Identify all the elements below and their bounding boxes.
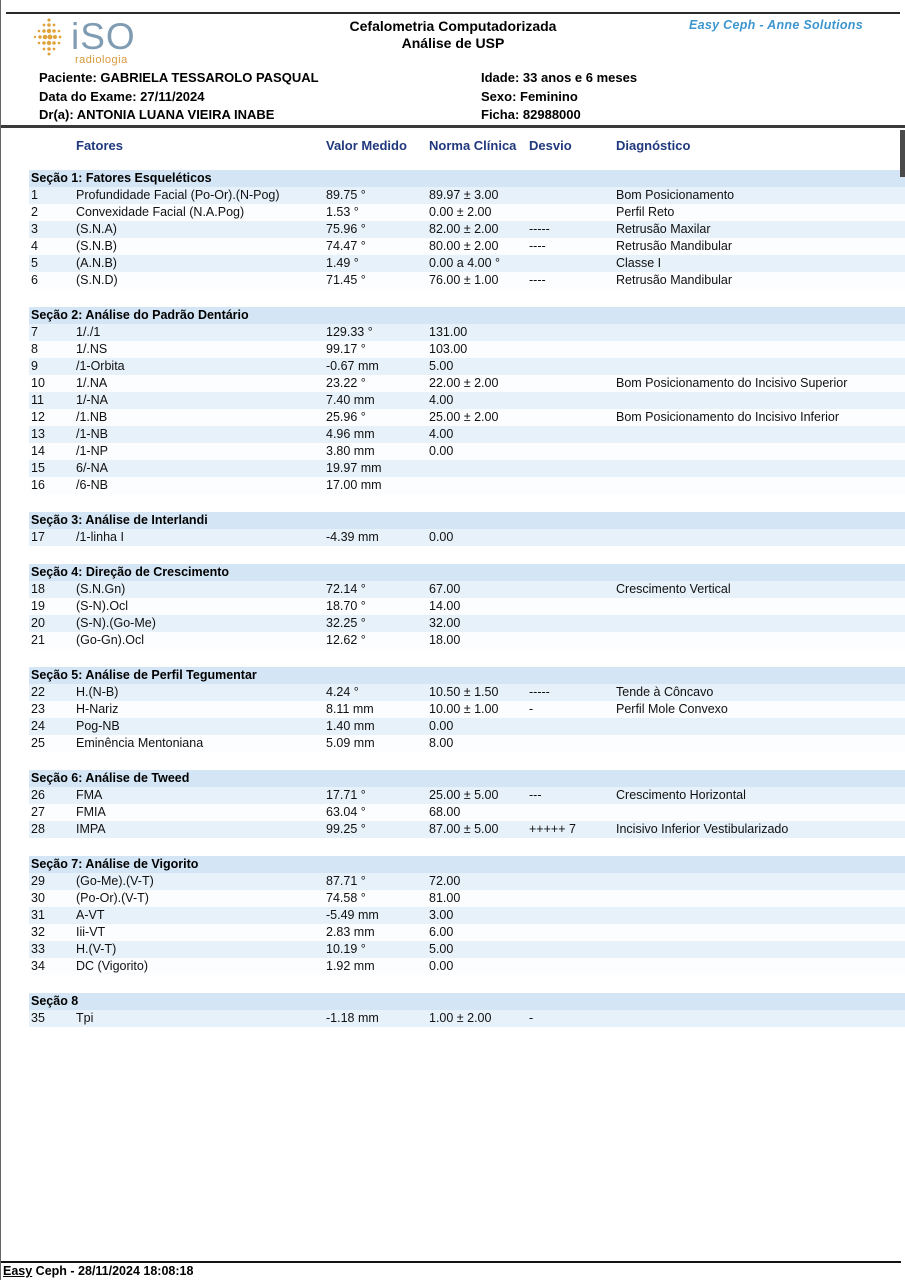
cell-norma: 22.00 ± 2.00	[429, 376, 499, 390]
cell-fator: 6/-NA	[76, 461, 108, 475]
cell-valor: 23.22 °	[326, 376, 366, 390]
cell-fator: /1.NB	[76, 410, 108, 424]
cell-norma	[429, 477, 529, 494]
cell-valor: 7.40 mm	[326, 393, 375, 407]
cell-fator: Pog-NB	[76, 719, 120, 733]
cell-valor: 2.83 mm	[326, 925, 375, 939]
table-row	[29, 821, 905, 838]
cell-num: 5	[31, 256, 38, 270]
table-row	[29, 443, 905, 460]
cell-norma: 131.00	[429, 325, 468, 339]
cell-diag	[616, 477, 905, 494]
cell-num: 31	[31, 908, 45, 922]
cell-diag: Crescimento Vertical	[616, 582, 731, 596]
cell-num: 25	[31, 736, 45, 750]
table-row	[29, 804, 905, 821]
scrollbar-thumb[interactable]	[900, 130, 905, 177]
cell-norma	[429, 460, 529, 477]
top-rule	[6, 12, 900, 14]
table-row	[29, 409, 905, 426]
cell-diag	[616, 1010, 905, 1027]
section-header: Seção 5: Análise de Perfil Tegumentar	[29, 667, 905, 684]
cell-norma: 0.00	[429, 719, 454, 733]
cell-valor: 18.70 °	[326, 599, 366, 613]
cell-diag: Incisivo Inferior Vestibularizado	[616, 822, 789, 836]
cell-desvio	[529, 958, 616, 975]
cell-num: 32	[31, 925, 45, 939]
cell-norma: 103.00	[429, 342, 468, 356]
cell-desvio	[529, 581, 616, 598]
cell-desvio: -----	[529, 222, 550, 236]
table-row	[29, 204, 905, 221]
cell-fator: H-Nariz	[76, 702, 119, 716]
table-row	[29, 255, 905, 272]
cell-norma: 25.00 ± 5.00	[429, 788, 499, 802]
cell-diag: Retrusão Mandibular	[616, 239, 733, 253]
col-desvio: Desvio	[529, 138, 572, 153]
table-row	[29, 873, 905, 890]
footer-timestamp: Ceph - 28/11/2024 18:08:18	[32, 1264, 194, 1278]
cell-norma: 72.00	[429, 874, 461, 888]
cell-fator: H.(N-B)	[76, 685, 119, 699]
cell-norma: 25.00 ± 2.00	[429, 410, 499, 424]
table-row	[29, 735, 905, 752]
logo-text: iSO	[71, 16, 136, 57]
table-row	[29, 941, 905, 958]
cell-desvio	[529, 426, 616, 443]
cell-valor: 17.71 °	[326, 788, 366, 802]
cell-valor: 5.09 mm	[326, 736, 375, 750]
cell-num: 14	[31, 444, 45, 458]
cell-desvio	[529, 890, 616, 907]
cell-fator: (S.N.Gn)	[76, 582, 126, 596]
cell-num: 4	[31, 239, 38, 253]
cell-valor: 72.14 °	[326, 582, 366, 596]
cell-fator: /1-Orbita	[76, 359, 125, 373]
cell-num: 27	[31, 805, 45, 819]
cell-norma: 0.00	[429, 959, 454, 973]
cell-norma: 8.00	[429, 736, 454, 750]
cell-norma: 68.00	[429, 805, 461, 819]
cell-fator: Profundidade Facial (Po-Or).(N-Pog)	[76, 188, 280, 202]
header-divider	[1, 125, 905, 128]
cell-diag	[616, 529, 905, 546]
cell-diag	[616, 924, 905, 941]
cell-diag	[616, 890, 905, 907]
cell-valor: 1.53 °	[326, 205, 359, 219]
patient-info-right	[481, 69, 637, 125]
table-row	[29, 1010, 905, 1027]
brand-text: Easy Ceph - Anne Solutions	[688, 18, 863, 32]
cell-valor: 99.25 °	[326, 822, 366, 836]
patient-sex: Sexo: Feminino	[481, 88, 578, 104]
footer-brand-word: Easy	[3, 1264, 33, 1278]
cell-norma: 0.00	[429, 530, 454, 544]
cell-norma: 1.00 ± 2.00	[429, 1011, 492, 1025]
cell-diag	[616, 443, 905, 460]
cell-diag: Bom Posicionamento	[616, 188, 735, 202]
table-row	[29, 529, 905, 546]
cell-diag: Tende à Côncavo	[616, 685, 714, 699]
cell-valor: 4.24 °	[326, 685, 359, 699]
cell-valor: 4.96 mm	[326, 427, 375, 441]
cell-num: 23	[31, 702, 45, 716]
table-row	[29, 787, 905, 804]
cell-num: 1	[31, 188, 38, 202]
table-row	[29, 615, 905, 632]
cell-diag	[616, 460, 905, 477]
section-header: Seção 1: Fatores Esqueléticos	[29, 170, 905, 187]
cell-valor: -5.49 mm	[326, 908, 379, 922]
cell-valor: 8.11 mm	[326, 702, 374, 716]
cell-valor: 10.19 °	[326, 942, 366, 956]
cell-desvio	[529, 460, 616, 477]
table-row	[29, 701, 905, 718]
cell-fator: (A.N.B)	[76, 256, 117, 270]
cell-norma: 0.00 ± 2.00	[429, 205, 492, 219]
table-row	[29, 632, 905, 649]
cell-norma: 6.00	[429, 925, 454, 939]
cell-fator: 1/.NS	[76, 342, 108, 356]
cell-desvio	[529, 735, 616, 752]
patient-name: Paciente: GABRIELA TESSAROLO PASQUAL	[39, 70, 319, 85]
cell-valor: -1.18 mm	[326, 1011, 379, 1025]
cell-desvio: ----	[529, 239, 546, 253]
cell-desvio: -----	[529, 685, 550, 699]
cell-desvio	[529, 375, 616, 392]
cell-fator: /6-NB	[76, 478, 108, 492]
cell-num: 26	[31, 788, 45, 802]
section-header: Seção 3: Análise de Interlandi	[29, 512, 905, 529]
cell-norma: 81.00	[429, 891, 461, 905]
cell-norma: 32.00	[429, 616, 461, 630]
cell-diag	[616, 632, 905, 649]
cell-valor: 3.80 mm	[326, 444, 375, 458]
cell-diag: Classe I	[616, 256, 662, 270]
cell-norma: 87.00 ± 5.00	[429, 822, 499, 836]
cell-valor: 75.96 °	[326, 222, 366, 236]
cell-fator: (Go-Me).(V-T)	[76, 874, 154, 888]
cell-fator: H.(V-T)	[76, 942, 117, 956]
cell-desvio	[529, 358, 616, 375]
cell-fator: (S.N.B)	[76, 239, 117, 253]
table-row	[29, 375, 905, 392]
cell-desvio	[529, 392, 616, 409]
cell-fator: /1-linha I	[76, 530, 124, 544]
table-row	[29, 238, 905, 255]
cell-norma: 76.00 ± 1.00	[429, 273, 499, 287]
cell-valor: 12.62 °	[326, 633, 366, 647]
cell-valor: 19.97 mm	[326, 461, 382, 475]
section-header: Seção 7: Análise de Vigorito	[29, 856, 905, 873]
cell-valor: -0.67 mm	[326, 359, 379, 373]
cell-valor: -4.39 mm	[326, 530, 379, 544]
cell-valor: 87.71 °	[326, 874, 366, 888]
cell-valor: 17.00 mm	[326, 478, 382, 492]
cell-valor: 63.04 °	[326, 805, 366, 819]
cell-diag	[616, 958, 905, 975]
cell-diag	[616, 804, 905, 821]
cell-valor: 1.49 °	[326, 256, 359, 270]
cell-num: 3	[31, 222, 38, 236]
table-row	[29, 890, 905, 907]
section-header: Seção 6: Análise de Tweed	[29, 770, 905, 787]
cell-desvio	[529, 443, 616, 460]
table-row	[29, 324, 905, 341]
cell-fator: (S-N).(Go-Me)	[76, 616, 156, 630]
cell-num: 15	[31, 461, 45, 475]
table-row	[29, 718, 905, 735]
cell-num: 17	[31, 530, 45, 544]
cell-desvio	[529, 598, 616, 615]
cell-num: 21	[31, 633, 45, 647]
cell-desvio	[529, 529, 616, 546]
cell-num: 2	[31, 205, 38, 219]
cell-diag: Perfil Reto	[616, 205, 675, 219]
cell-desvio	[529, 341, 616, 358]
patient-info-left	[39, 69, 319, 125]
cell-diag: Perfil Mole Convexo	[616, 702, 728, 716]
cell-diag: Retrusão Maxilar	[616, 222, 711, 236]
cell-valor: 1.92 mm	[326, 959, 375, 973]
table-row	[29, 958, 905, 975]
cell-norma: 5.00	[429, 942, 454, 956]
cell-valor: 32.25 °	[326, 616, 366, 630]
cell-num: 34	[31, 959, 45, 973]
table-row	[29, 581, 905, 598]
cell-desvio	[529, 941, 616, 958]
cell-fator: (S-N).Ocl	[76, 599, 129, 613]
cell-desvio	[529, 718, 616, 735]
report-title-line2: Análise de USP	[401, 35, 505, 51]
table-row	[29, 907, 905, 924]
table-row	[29, 187, 905, 204]
patient-age: Idade: 33 anos e 6 meses	[481, 70, 638, 85]
cell-desvio: -	[529, 702, 534, 716]
col-fatores: Fatores	[76, 138, 123, 153]
column-headers	[29, 138, 905, 153]
cell-desvio: ---	[529, 788, 542, 802]
cell-norma: 0.00 a 4.00 °	[429, 256, 501, 270]
cell-valor: 129.33 °	[326, 325, 373, 339]
section-header: Seção 2: Análise do Padrão Dentário	[29, 307, 905, 324]
cell-num: 24	[31, 719, 45, 733]
cell-desvio	[529, 632, 616, 649]
cell-norma: 18.00	[429, 633, 461, 647]
cell-num: 18	[31, 582, 45, 596]
cell-desvio	[529, 907, 616, 924]
record-number: Ficha: 82988000	[481, 107, 581, 122]
cell-norma: 10.00 ± 1.00	[429, 702, 499, 716]
cell-valor: 89.75 °	[326, 188, 366, 202]
cell-desvio	[529, 255, 616, 272]
cell-fator: 1/./1	[76, 325, 101, 339]
cell-diag	[616, 907, 905, 924]
cell-num: 29	[31, 874, 45, 888]
cell-diag	[616, 341, 905, 358]
table-row	[29, 426, 905, 443]
cell-valor: 71.45 °	[326, 273, 366, 287]
cell-desvio	[529, 204, 616, 221]
cell-diag	[616, 392, 905, 409]
cell-num: 12	[31, 410, 45, 424]
logo-subtext: radiologia	[75, 54, 128, 66]
factors-table	[29, 170, 905, 1027]
col-diagnostico: Diagnóstico	[616, 138, 691, 153]
cell-fator: /1-NB	[76, 427, 108, 441]
cell-fator: 1/-NA	[76, 393, 108, 407]
table-row	[29, 341, 905, 358]
cell-desvio	[529, 924, 616, 941]
cell-diag	[616, 718, 905, 735]
cell-desvio: +++++ 7	[529, 822, 576, 836]
cell-num: 6	[31, 273, 38, 287]
footer-text	[3, 1264, 193, 1278]
cell-fator: (S.N.D)	[76, 273, 118, 287]
doctor-name: Dr(a): ANTONIA LUANA VIEIRA INABE	[39, 107, 275, 122]
cell-fator: 1/.NA	[76, 376, 108, 390]
table-row	[29, 684, 905, 701]
cell-norma: 14.00	[429, 599, 461, 613]
cell-desvio	[529, 187, 616, 204]
cell-desvio	[529, 615, 616, 632]
cell-num: 10	[31, 376, 45, 390]
cell-diag	[616, 873, 905, 890]
exam-date: Data do Exame: 27/11/2024	[39, 88, 205, 104]
cell-fator: A-VT	[76, 908, 105, 922]
cell-diag	[616, 615, 905, 632]
cell-valor: 25.96 °	[326, 410, 366, 424]
cell-diag	[616, 598, 905, 615]
cell-norma: 89.97 ± 3.00	[429, 188, 499, 202]
cell-desvio	[529, 477, 616, 494]
cell-norma: 80.00 ± 2.00	[429, 239, 499, 253]
cell-fator: FMIA	[76, 805, 106, 819]
cell-desvio	[529, 409, 616, 426]
section-header: Seção 4: Direção de Crescimento	[29, 564, 905, 581]
cell-num: 16	[31, 478, 45, 492]
cell-fator: (Go-Gn).Ocl	[76, 633, 145, 647]
cell-desvio: ----	[529, 273, 546, 287]
cell-num: 22	[31, 685, 45, 699]
cell-valor: 99.17 °	[326, 342, 366, 356]
cell-norma: 67.00	[429, 582, 461, 596]
cell-desvio	[529, 873, 616, 890]
cell-norma: 4.00	[429, 393, 454, 407]
cell-num: 28	[31, 822, 45, 836]
cell-num: 30	[31, 891, 45, 905]
report-title-line1: Cefalometria Computadorizada	[349, 18, 557, 34]
table-row	[29, 392, 905, 409]
col-valor-medido: Valor Medido	[326, 138, 407, 153]
cell-diag: Bom Posicionamento do Incisivo Superior	[616, 376, 848, 390]
cell-fator: (Po-Or).(V-T)	[76, 891, 149, 905]
cell-norma: 10.50 ± 1.50	[429, 685, 499, 699]
cell-norma: 3.00	[429, 908, 454, 922]
cell-num: 33	[31, 942, 45, 956]
cell-fator: Iii-VT	[76, 925, 106, 939]
cell-norma: 82.00 ± 2.00	[429, 222, 499, 236]
cell-valor: 74.58 °	[326, 891, 366, 905]
cell-fator: /1-NP	[76, 444, 108, 458]
table-row	[29, 460, 905, 477]
cell-desvio	[529, 324, 616, 341]
footer-divider	[1, 1261, 901, 1263]
table-row	[29, 924, 905, 941]
table-row	[29, 358, 905, 375]
cell-fator: IMPA	[76, 822, 106, 836]
cell-diag	[616, 941, 905, 958]
cell-desvio: -	[529, 1011, 534, 1025]
cell-num: 11	[31, 393, 44, 407]
cell-diag: Bom Posicionamento do Incisivo Inferior	[616, 410, 840, 424]
cell-valor: 1.40 mm	[326, 719, 375, 733]
cell-num: 19	[31, 599, 45, 613]
cell-fator: Tpi	[76, 1011, 94, 1025]
cell-diag: Crescimento Horizontal	[616, 788, 746, 802]
cell-valor: 74.47 °	[326, 239, 366, 253]
cell-fator: (S.N.A)	[76, 222, 117, 236]
cell-num: 13	[31, 427, 45, 441]
col-spacer	[29, 138, 76, 153]
cell-norma: 4.00	[429, 427, 454, 441]
cell-fator: Eminência Mentoniana	[76, 736, 204, 750]
cell-fator: Convexidade Facial (N.A.Pog)	[76, 205, 245, 219]
cell-fator: FMA	[76, 788, 103, 802]
cell-diag: Retrusão Mandibular	[616, 273, 733, 287]
cell-num: 9	[31, 359, 38, 373]
section-header: Seção 8	[29, 993, 905, 1010]
cell-desvio	[529, 804, 616, 821]
cell-num: 20	[31, 616, 45, 630]
cell-num: 7	[31, 325, 38, 339]
cell-diag	[616, 426, 905, 443]
cell-fator: DC (Vigorito)	[76, 959, 149, 973]
table-row	[29, 272, 905, 289]
table-row	[29, 477, 905, 494]
cell-diag	[616, 324, 905, 341]
cell-norma: 0.00	[429, 444, 454, 458]
cell-norma: 5.00	[429, 359, 454, 373]
table-row	[29, 221, 905, 238]
cell-num: 8	[31, 342, 38, 356]
cell-num: 35	[31, 1011, 45, 1025]
cell-diag	[616, 735, 905, 752]
cell-diag	[616, 358, 905, 375]
col-norma-clinica: Norma Clínica	[429, 138, 517, 153]
table-row	[29, 598, 905, 615]
